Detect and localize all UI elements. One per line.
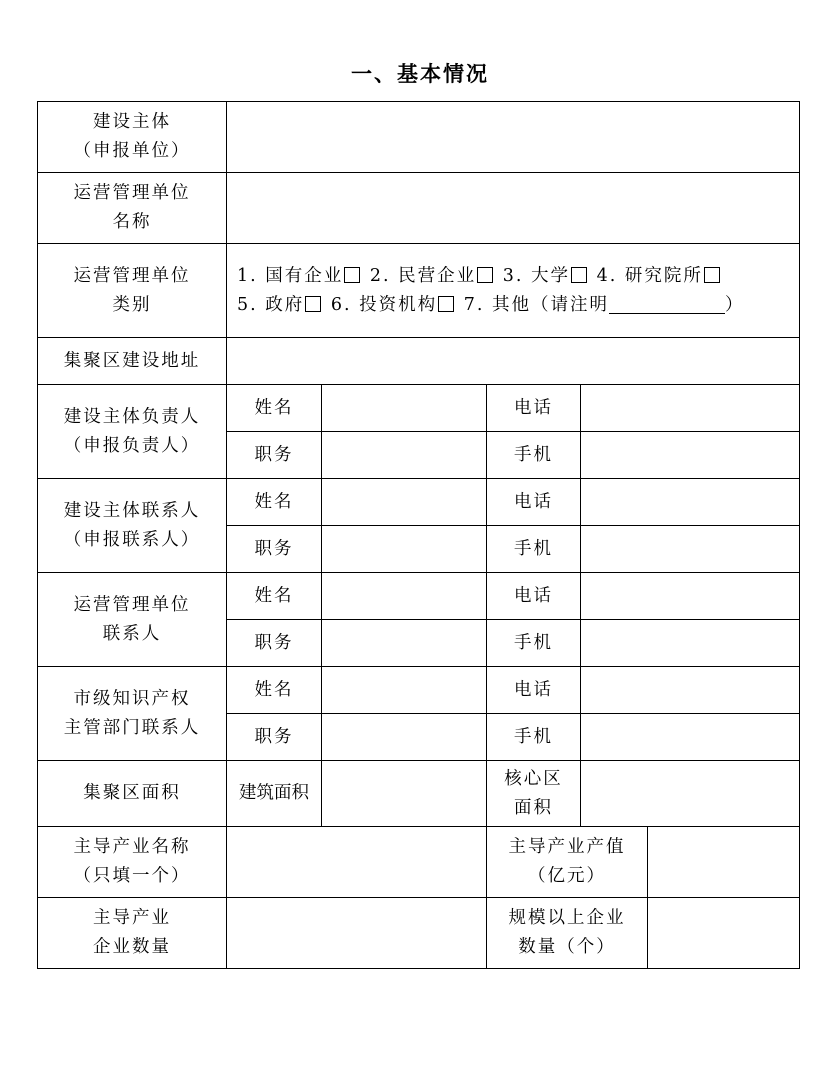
label-core-area: 核心区 面积 — [487, 761, 581, 827]
category-line-1: 1. 国有企业 2. 民营企业 3. 大学 4. 研究院所 — [237, 262, 799, 291]
label-entity-head: 建设主体负责人 （申报负责人） — [38, 385, 227, 479]
checkbox-investment[interactable] — [438, 296, 454, 312]
label-mobile: 手机 — [487, 620, 581, 667]
label-mobile: 手机 — [487, 714, 581, 761]
page-title: 一、基本情况 — [351, 62, 489, 86]
input-industry-value[interactable] — [648, 827, 800, 898]
checkbox-government[interactable] — [305, 296, 321, 312]
input-ip-dept-contact-position[interactable] — [322, 714, 487, 761]
label-entity-contact: 建设主体联系人 （申报联系人） — [38, 479, 227, 573]
row-operator-category — [38, 244, 800, 338]
row-address — [38, 338, 800, 385]
category-options — [227, 244, 800, 338]
label-construction-entity: 建设主体 （申报单位） — [38, 102, 227, 173]
checkbox-state-owned[interactable] — [344, 267, 360, 283]
row-industry-count — [38, 898, 800, 969]
input-building-area[interactable] — [322, 761, 487, 827]
checkbox-research-institute[interactable] — [704, 267, 720, 283]
label-operator-contact: 运营管理单位 联系人 — [38, 573, 227, 667]
label-phone: 电话 — [487, 573, 581, 620]
label-position: 职务 — [227, 620, 322, 667]
input-ip-dept-contact-mobile[interactable] — [581, 714, 800, 761]
label-position: 职务 — [227, 714, 322, 761]
input-entity-head-position[interactable] — [322, 432, 487, 479]
input-entity-head-phone[interactable] — [581, 385, 800, 432]
label-area: 集聚区面积 — [38, 761, 227, 827]
input-entity-contact-name[interactable] — [322, 479, 487, 526]
input-address[interactable] — [227, 338, 800, 385]
label-address: 集聚区建设地址 — [38, 338, 227, 385]
label-operator-category: 运营管理单位 类别 — [38, 244, 227, 338]
input-entity-contact-phone[interactable] — [581, 479, 800, 526]
label-name: 姓名 — [227, 385, 322, 432]
label-phone: 电话 — [487, 667, 581, 714]
label-mobile: 手机 — [487, 526, 581, 573]
input-operator-contact-mobile[interactable] — [581, 620, 800, 667]
input-operator-contact-phone[interactable] — [581, 573, 800, 620]
input-ip-dept-contact-name[interactable] — [322, 667, 487, 714]
row-ip-dept-contact-1 — [38, 667, 800, 714]
label-name: 姓名 — [227, 667, 322, 714]
row-operator-contact-1 — [38, 573, 800, 620]
row-operator-name — [38, 173, 800, 244]
input-industry-name[interactable] — [227, 827, 487, 898]
label-industry-name: 主导产业名称 （只填一个） — [38, 827, 227, 898]
label-scale-count: 规模以上企业 数量（个） — [487, 898, 648, 969]
checkbox-university[interactable] — [571, 267, 587, 283]
input-operator-contact-position[interactable] — [322, 620, 487, 667]
label-ip-dept-contact: 市级知识产权 主管部门联系人 — [38, 667, 227, 761]
label-operator-name: 运营管理单位 名称 — [38, 173, 227, 244]
input-core-area[interactable] — [581, 761, 800, 827]
row-industry-name — [38, 827, 800, 898]
other-specify-field[interactable] — [609, 295, 725, 314]
label-position: 职务 — [227, 526, 322, 573]
input-entity-head-name[interactable] — [322, 385, 487, 432]
input-operator-name[interactable] — [227, 173, 800, 244]
label-building-area: 建筑面积 — [227, 761, 322, 827]
input-entity-head-mobile[interactable] — [581, 432, 800, 479]
row-entity-head-1 — [38, 385, 800, 432]
checkbox-private[interactable] — [477, 267, 493, 283]
label-phone: 电话 — [487, 479, 581, 526]
input-industry-count[interactable] — [227, 898, 487, 969]
input-ip-dept-contact-phone[interactable] — [581, 667, 800, 714]
label-mobile: 手机 — [487, 432, 581, 479]
label-name: 姓名 — [227, 479, 322, 526]
category-line-2: 5. 政府 6. 投资机构 7. 其他（请注明 ） — [237, 294, 745, 315]
row-area — [38, 761, 800, 827]
label-name: 姓名 — [227, 573, 322, 620]
input-entity-contact-position[interactable] — [322, 526, 487, 573]
label-position: 职务 — [227, 432, 322, 479]
row-construction-entity — [38, 102, 800, 173]
label-industry-count: 主导产业 企业数量 — [38, 898, 227, 969]
label-industry-value: 主导产业产值 （亿元） — [487, 827, 648, 898]
input-entity-contact-mobile[interactable] — [581, 526, 800, 573]
row-entity-contact-1 — [38, 479, 800, 526]
input-operator-contact-name[interactable] — [322, 573, 487, 620]
input-scale-count[interactable] — [648, 898, 800, 969]
input-construction-entity[interactable] — [227, 102, 800, 173]
basic-info-table — [37, 101, 800, 969]
label-phone: 电话 — [487, 385, 581, 432]
